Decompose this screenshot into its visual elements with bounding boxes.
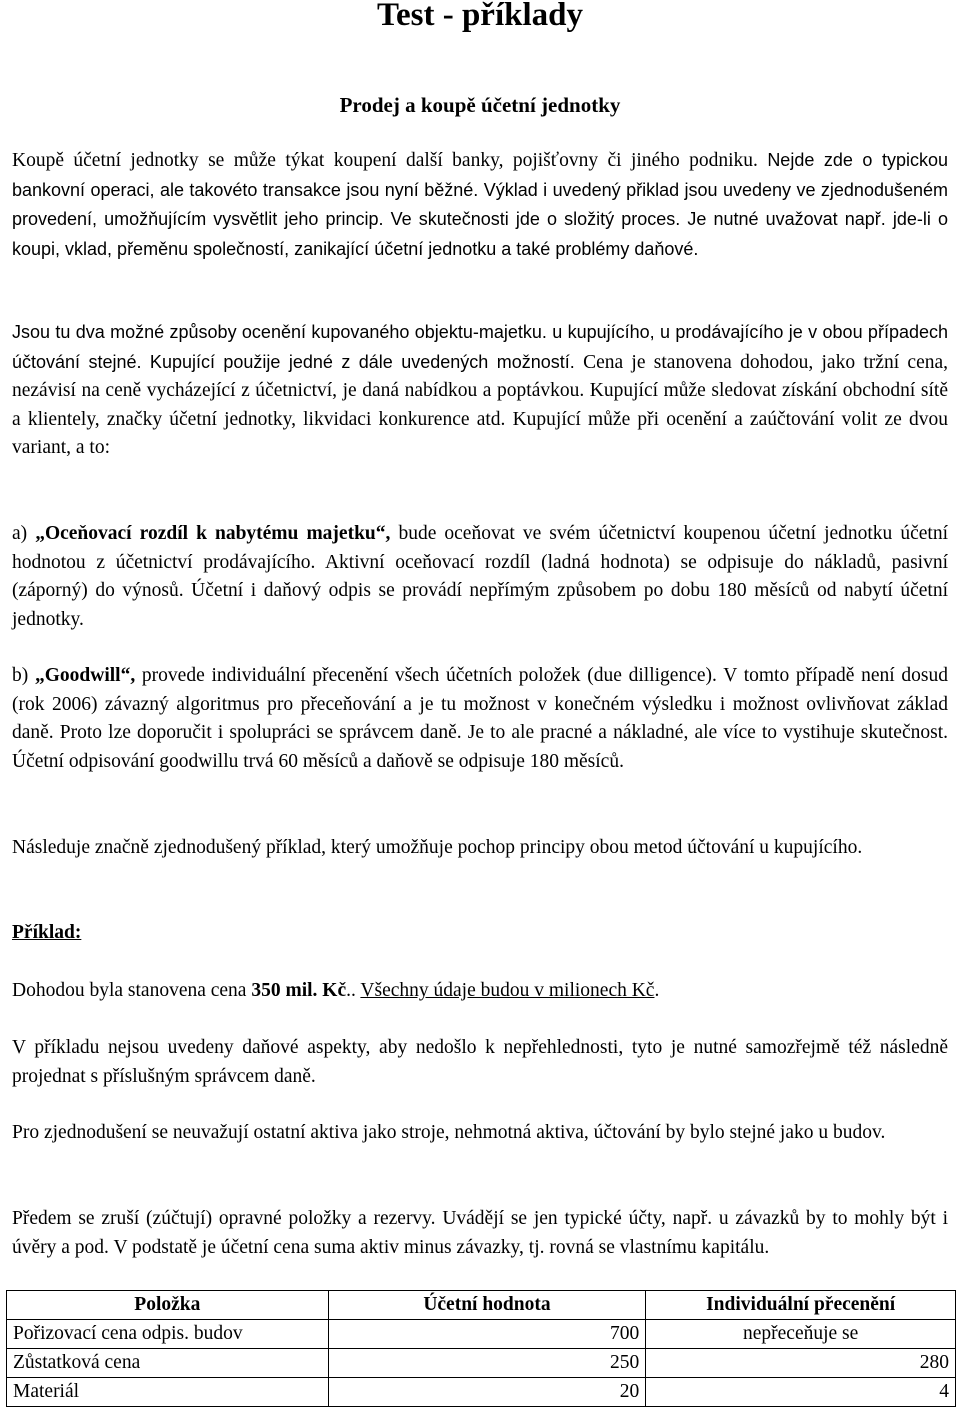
table-row	[7, 1349, 956, 1378]
option-a-text: bude oceňovat ve svém účetnictví koupenou účetní jednotku účetní hodnotou z účetnictví prodávajícího. Aktivní oceňovací rozdíl (ladná hodnota) se odpisuje do nákladů, pasivní (záporný) do výnosů. Účetní i daňový odpis se provádí nepřímým způsobem po dobu 180 měsíců od nabytí účetní jednotky.	[12, 523, 948, 630]
price-suffix: .	[654, 980, 660, 1001]
option-b-term: „Goodwill“,	[34, 665, 136, 686]
table-row	[7, 1378, 956, 1407]
row-book-value: 20	[328, 1378, 646, 1407]
row-revaluation: 280	[646, 1349, 956, 1378]
price-amount: 350 mil. Kč	[251, 980, 347, 1001]
header-revaluation: Individuální přecenění	[646, 1291, 956, 1320]
price-note: Všechny údaje budou v milionech Kč	[360, 980, 655, 1001]
header-item: Položka	[7, 1291, 329, 1320]
intro-sans-text: Nejde zde o typickou bankovní operaci, ale takovéto transakce jsou nyní běžné. Výklad i uvedený přiklad jsou uvedeny ve zjednodušeném provedení, umožňujícím vysvětlit jeho princip. Ve skutečnosti jde o složitý proces. Je nutné uvažovat např. jde-li o koupi, vklad, přeměnu společností, zanikající účetní jednotku a také problémy daňové.	[12, 150, 948, 259]
example-heading: Příklad:	[12, 922, 82, 943]
option-a-term: „Oceňovací rozdíl k nabytému majetku“,	[35, 523, 391, 544]
table-row	[7, 1320, 956, 1349]
page-title: Test - příklady	[377, 0, 583, 33]
price-paragraph	[12, 977, 948, 1006]
methods-paragraph	[12, 318, 948, 463]
header-book-value: Účetní hodnota	[328, 1291, 646, 1320]
option-b-paragraph	[12, 662, 948, 776]
simplify-paragraph: Pro zjednodušení se neuvažují ostatní aktiva jako stroje, nehmotná aktiva, účtování by bylo stejné jako u budov.	[12, 1122, 886, 1143]
methods-serif-text: Cena je stanovena dohodou, jako tržní cena, nezávisí na ceně vycházející z účetnictví, je daná nabídkou a poptávkou. Kupující může sledovat získání obchodní sítě a klientely, značky účetní jednotky, likvidaci konkurence atd. Kupující může při ocenění a zaúčtování volit ze dvou variant, a to:	[12, 351, 949, 459]
row-item: Materiál	[7, 1378, 329, 1407]
intro-serif-text: Koupě účetní jednotky se může týkat koupení další banky, pojišťovny či jiného podniku.	[12, 150, 758, 171]
row-book-value: 700	[328, 1320, 646, 1349]
option-a-paragraph	[12, 520, 948, 634]
methods-sans-text: Jsou tu dva možné způsoby ocenění kupovaného objektu-majetku. u kupujícího, u prodávajícího je v obou případech účtování stejné. Kupující použije jedné z dále uvedených možností.	[12, 322, 948, 372]
reserves-paragraph: Předem se zruší (zúčtují) opravné položky a rezervy. Uvádějí se jen typické účty, např. u závazků by to mohly být i úvěry a pod. V podstatě je účetní cena suma aktiv minus závazky, tj. rovná se vlastnímu kapitálu.	[12, 1208, 948, 1258]
row-item: Pořizovací cena odpis. budov	[7, 1320, 329, 1349]
section-subtitle: Prodej a koupě účetní jednotky	[339, 93, 621, 117]
intro-paragraph	[12, 146, 948, 264]
option-b-text: provede individuální přecenění všech účetních položek (due dilligence). V tomto případě není dosud (rok 2006) závazný algoritmus pro přeceňování a je tu možnost v konečném výsledku i možnost ovlivňovat základ daně. Proto lze doporučit i spolupráci se správcem daně. Je to ale pracné a nákladné, ale více to vystihuje skutečnost. Účetní odpisování goodwillu trvá 60 měsíců a daňově se odpisuje 180 měsíců.	[12, 665, 948, 772]
price-middle: ..	[346, 980, 361, 1001]
row-book-value: 250	[328, 1349, 646, 1378]
follow-paragraph: Následuje značně zjednodušený příklad, který umožňuje pochop principy obou metod účtování u kupujícího.	[12, 837, 863, 858]
price-prefix: Dohodou byla stanovena cena	[12, 980, 252, 1001]
valuation-table	[6, 1290, 956, 1407]
table-header-row	[7, 1291, 956, 1320]
row-item: Zůstatková cena	[7, 1349, 329, 1378]
row-revaluation: 4	[646, 1378, 956, 1407]
option-a-prefix: a)	[12, 523, 36, 544]
option-b-prefix: b)	[12, 665, 35, 686]
tax-paragraph: V příkladu nejsou uvedeny daňové aspekty, aby nedošlo k nepřehlednosti, tyto je nutné samozřejmě též následně projednat s příslušným správcem daně.	[12, 1037, 948, 1087]
row-revaluation: nepřeceňuje se	[646, 1320, 956, 1349]
